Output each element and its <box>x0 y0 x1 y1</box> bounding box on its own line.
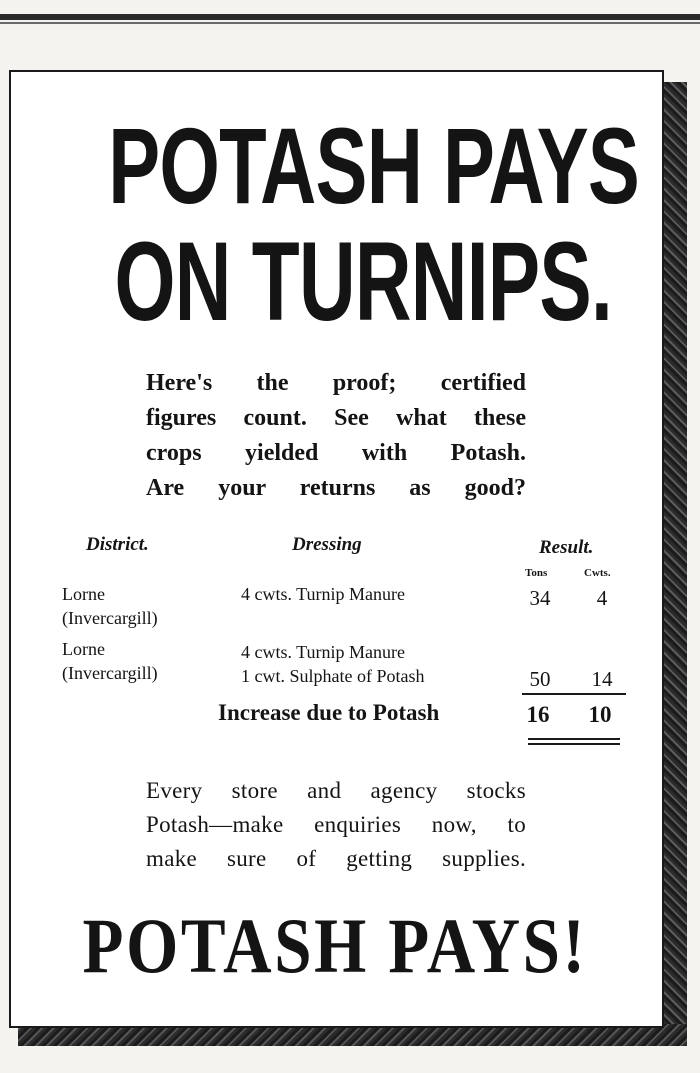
header-tons: Tons <box>525 567 548 579</box>
intro-paragraph <box>146 366 526 506</box>
row1-dressing: 4 cwts. Turnip Manure <box>241 584 406 604</box>
sum-rule <box>522 693 626 695</box>
row1-cwts: 4 <box>596 586 608 610</box>
header-cwts: Cwts. <box>584 567 611 579</box>
increase-tons: 16 <box>526 702 550 727</box>
footer-headline: POTASH PAYS! <box>82 902 588 989</box>
increase-cwts: 10 <box>588 702 612 727</box>
closing-line: Potash—make enquiries now, to <box>146 812 526 837</box>
closing-paragraph <box>146 774 526 876</box>
box-shadow-right <box>663 82 687 1042</box>
closing-line: Every store and agency stocks <box>146 778 526 803</box>
row2-dressing-line2: 1 cwt. Sulphate of Potash <box>241 666 425 686</box>
row1-district-sub: (Invercargill) <box>62 608 158 628</box>
header-district: District. <box>86 534 149 555</box>
row1-district: Lorne <box>62 584 105 604</box>
row2-district: Lorne <box>62 639 105 659</box>
closing-line: make sure of getting supplies. <box>146 846 526 871</box>
intro-line: Are your returns as good? <box>146 475 526 501</box>
intro-line: Here's the proof; certified <box>146 370 526 396</box>
headline-line-1: POTASH PAYS <box>108 105 639 226</box>
headline-line-2: ON TURNIPS. <box>114 219 613 344</box>
row2-dressing-line1: 4 cwts. Turnip Manure <box>241 642 406 662</box>
top-rule-thin <box>0 22 700 24</box>
intro-line: crops yielded with Potash. <box>146 440 526 466</box>
total-double-rule-top <box>528 738 620 740</box>
total-double-rule-bottom <box>528 743 620 745</box>
header-dressing: Dressing <box>292 534 362 555</box>
row2-tons: 50 <box>529 667 551 691</box>
increase-label: Increase due to Potash <box>218 700 440 725</box>
row2-district-sub: (Invercargill) <box>62 663 158 683</box>
intro-line: figures count. See what these <box>146 405 526 431</box>
header-result: Result. <box>539 537 594 558</box>
row1-tons: 34 <box>529 586 551 610</box>
top-rule <box>0 14 700 20</box>
row2-cwts: 14 <box>591 667 613 691</box>
